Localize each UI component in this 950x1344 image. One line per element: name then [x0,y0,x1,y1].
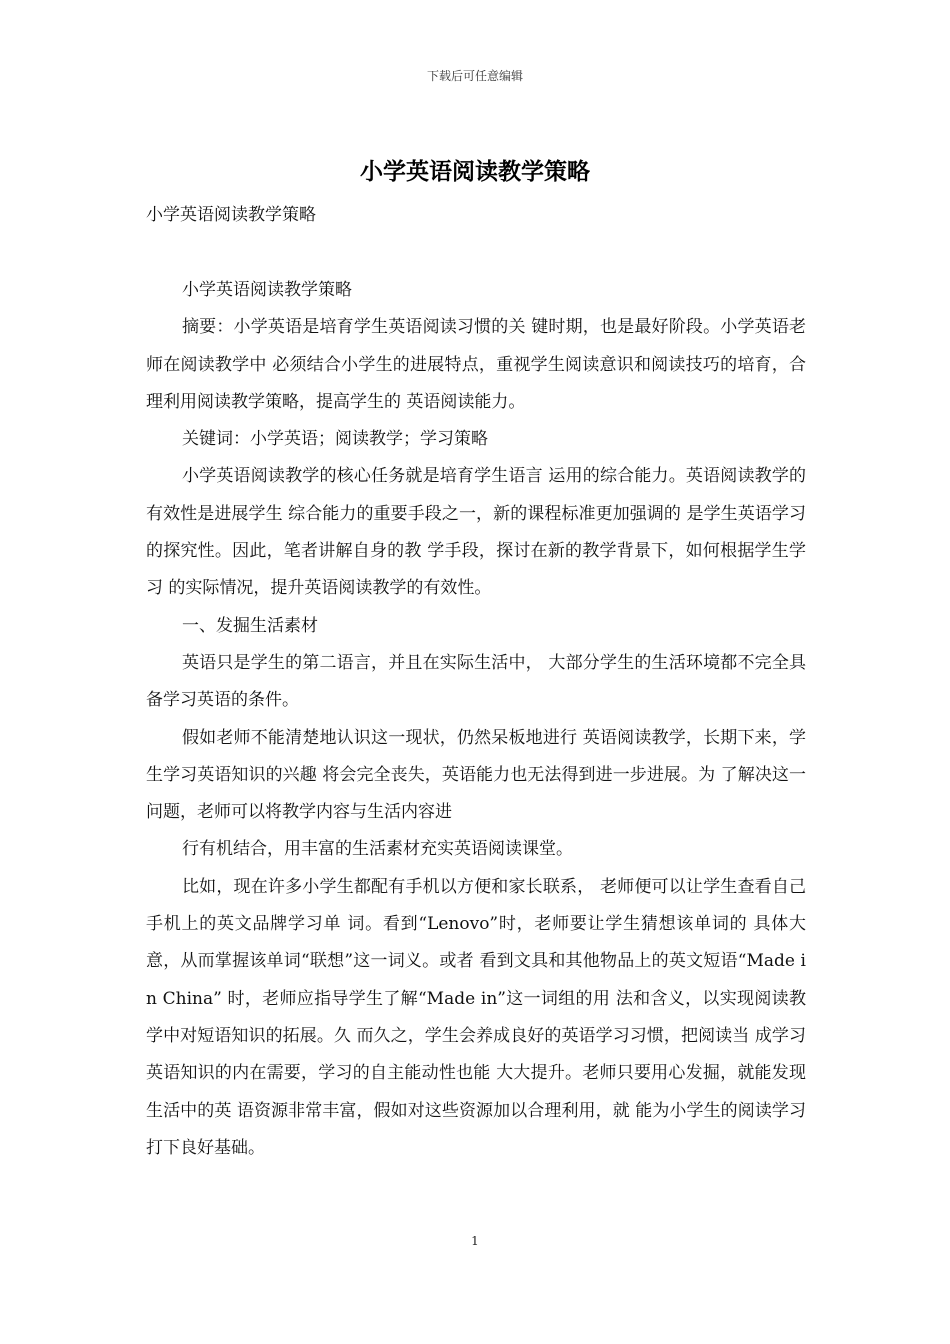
paragraph-section1-b: 假如老师不能清楚地认识这一现状，仍然呆板地进行 英语阅读教学，长期下来，学生学习英语知识的兴趣 将会完全丧失，英语能力也无法得到进一步进展。为 了解决这一问题，老师可以将教学内容与生活内容进 [146,727,806,823]
body-text [146,272,806,1167]
paragraph-heading: 小学英语阅读教学策略 [182,280,352,300]
page-number: 1 [471,1234,479,1248]
page-header-note: 下载后可任意编辑 [426,69,523,83]
paragraph-section1-d: 比如，现在许多小学生都配有手机以方便和家长联系， 老师便可以让学生查看自己手机上的英文品牌学习单 词。看到“Lenovo”时，老师要让学生猜想该单词的 具体大意，从而掌握该单词“联想”这一词义。或者 看到文具和其他物品上的英文短语“Made in China” 时，老师应指导学生了解“Made in”这一词组的用 法和含义，以实现阅读教学中对短语知识的拓展。久 而久之，学生会养成良好的英语学习习惯，把阅读当 成学习英语知识的内在需要，学习的自主能动性也能 大大提升。老师只要用心发掘，就能发现生活中的英 语资源非常丰富，假如对这些资源加以合理利用，就 能为小学生的阅读学习打下良好基础。 [146,876,806,1158]
document-subtitle: 小学英语阅读教学策略 [146,205,316,225]
paragraph-section1-a: 英语只是学生的第二语言，并且在实际生活中， 大部分学生的生活环境都不完全具备学习英语的条件。 [146,652,806,711]
section-heading-1: 一、发掘生活素材 [182,615,318,636]
paragraph-intro: 小学英语阅读教学的核心任务就是培育学生语言 运用的综合能力。英语阅读教学的有效性是进展学生 综合能力的重要手段之一，新的课程标准更加强调的 是学生英语学习的探究性。因此，笔者讲解自身的教 学手段，探讨在新的教学背景下，如何根据学生学习 的实际情况，提升英语阅读教学的有效性。 [146,466,806,599]
document-title: 小学英语阅读教学策略 [360,158,590,185]
paragraph-section1-c: 行有机结合，用丰富的生活素材充实英语阅读课堂。 [182,839,573,860]
paragraph-abstract: 摘要：小学英语是培育学生英语阅读习惯的关 键时期，也是最好阶段。小学英语老师在阅读教学中 必须结合小学生的进展特点，重视学生阅读意识和阅读技巧的培育，合理利用阅读教学策略，提高学生的 英语阅读能力。 [146,317,806,412]
paragraph-keywords: 关键词：小学英语；阅读教学；学习策略 [182,429,488,450]
